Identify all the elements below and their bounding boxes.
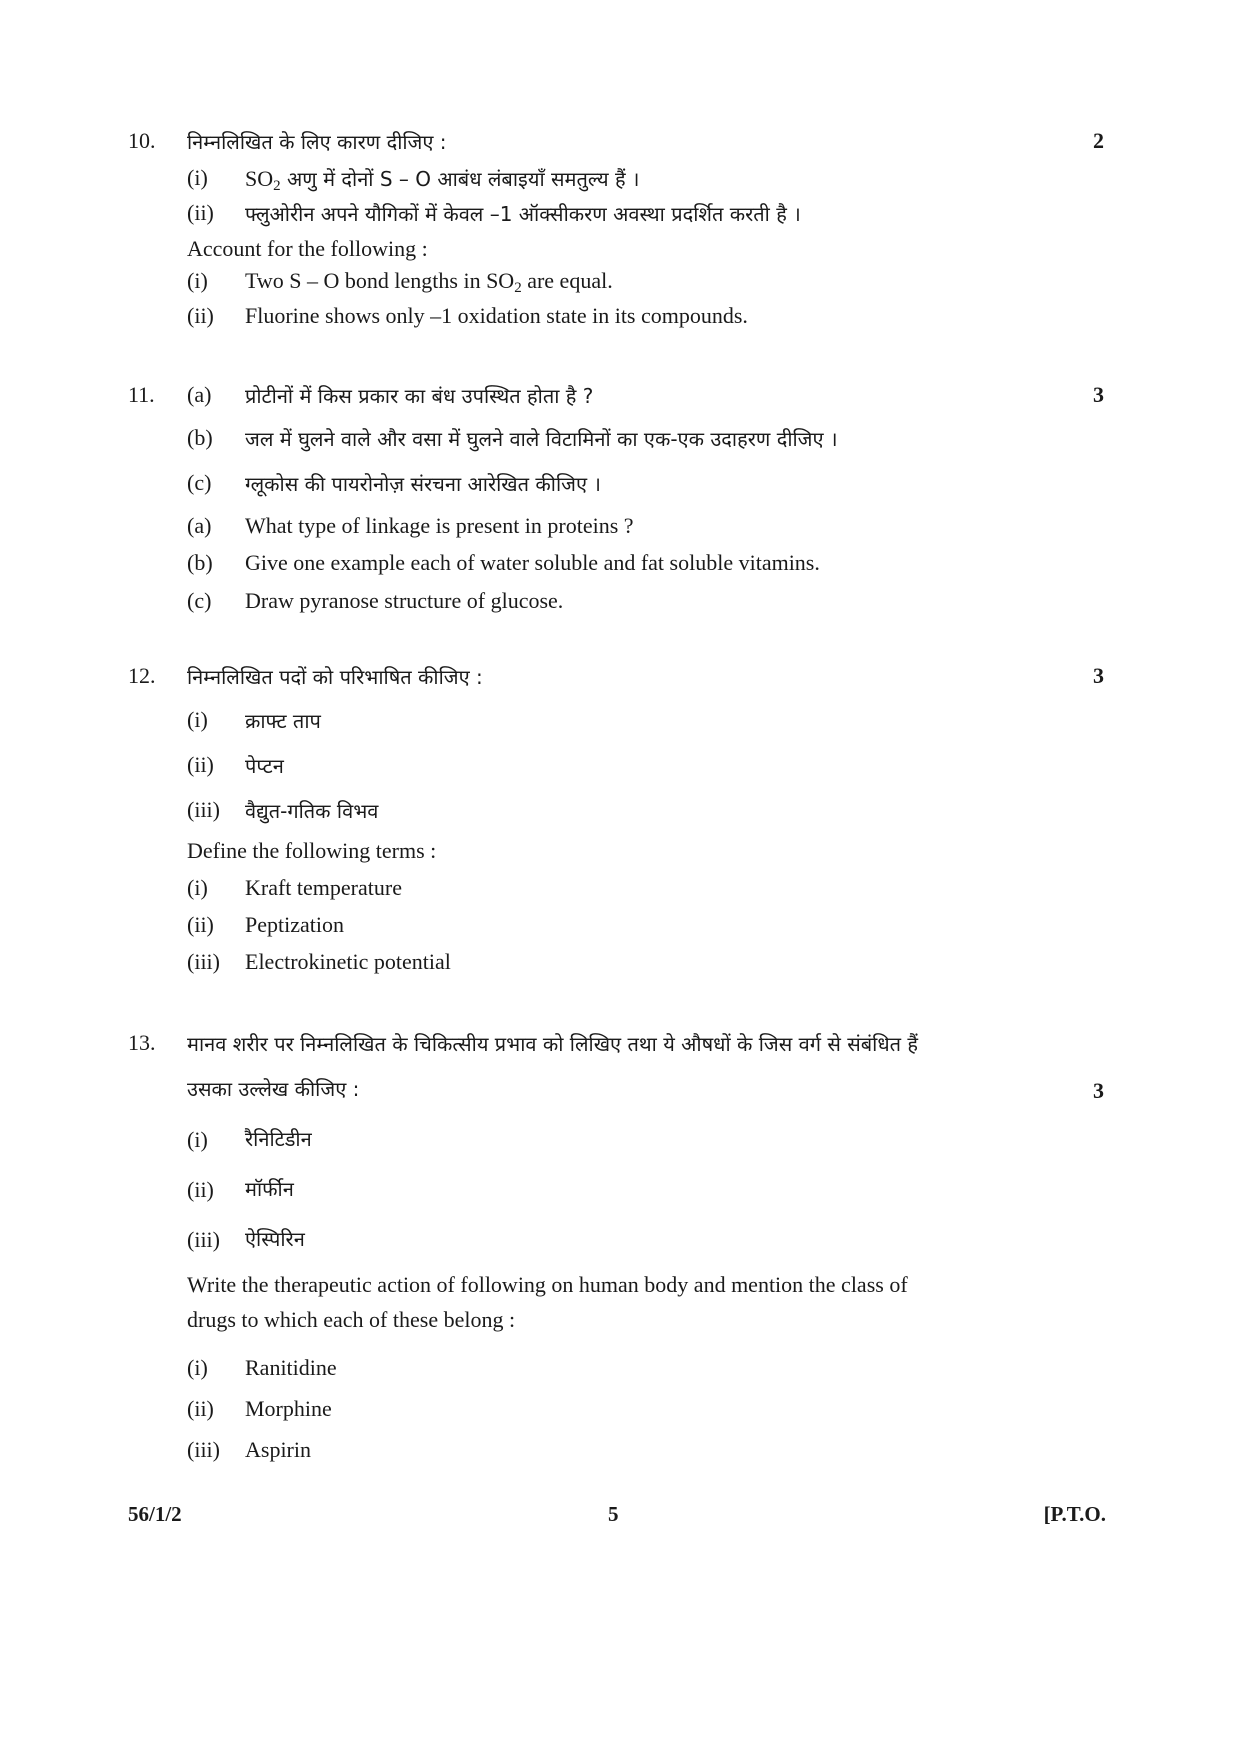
q13-hi-item-ii-label: (ii): [187, 1177, 214, 1202]
question-13-english-intro-line1: Write the therapeutic action of following on human body and mention the class of: [187, 1272, 908, 1297]
q12-en-item-ii: Peptization: [245, 912, 344, 937]
q12-hi-item-i: क्राफ्ट ताप: [245, 709, 321, 733]
question-12-marks: 3: [1093, 663, 1104, 688]
question-11-marks: 3: [1093, 382, 1104, 407]
q10-en-item-ii-label: (ii): [187, 303, 214, 328]
q11-hi-item-c: ग्लूकोस की पायरोनोज़ संरचना आरेखित कीजिए ।: [245, 472, 601, 496]
q12-hi-item-ii-label: (ii): [187, 752, 214, 777]
question-13-english-intro-line2: drugs to which each of these belong :: [187, 1307, 516, 1332]
question-13-marks: 3: [1093, 1078, 1104, 1103]
q13-en-item-i: Ranitidine: [245, 1355, 337, 1380]
q11-hi-item-b-label: (b): [187, 425, 213, 450]
q11-en-item-a-label: (a): [187, 513, 212, 538]
q10-hi-item-ii-label: (ii): [187, 200, 214, 225]
question-13-number: 13.: [128, 1030, 156, 1055]
q12-en-item-iii: Electrokinetic potential: [245, 949, 451, 974]
q12-en-item-i: Kraft temperature: [245, 875, 402, 900]
question-11-number: 11.: [128, 382, 155, 407]
question-10-number: 10.: [128, 128, 156, 153]
q12-en-item-i-label: (i): [187, 875, 208, 900]
q12-en-item-iii-label: (iii): [187, 949, 220, 974]
q11-en-item-b: Give one example each of water soluble and fat soluble vitamins.: [245, 550, 820, 575]
q11-hi-item-b: जल में घुलने वाले और वसा में घुलने वाले विटामिनों का एक-एक उदाहरण दीजिए ।: [245, 427, 838, 451]
q11-en-item-b-label: (b): [187, 550, 213, 575]
q10-hi-item-i-label: (i): [187, 165, 208, 190]
q11-hi-item-a: प्रोटीनों में किस प्रकार का बंध उपस्थित होता है ?: [245, 384, 594, 408]
q11-hi-item-c-label: (c): [187, 470, 212, 495]
q13-en-item-iii: Aspirin: [245, 1437, 311, 1462]
q12-hi-item-iii: वैद्युत-गतिक विभव: [245, 799, 379, 823]
question-12-hindi-intro: निम्नलिखित पदों को परिभाषित कीजिए :: [187, 665, 483, 689]
page-number: 5: [608, 1502, 619, 1526]
q13-hi-item-i: रैनिटिडीन: [245, 1127, 312, 1151]
q11-en-item-c-label: (c): [187, 588, 212, 613]
q12-hi-item-ii: पेप्टन: [245, 754, 284, 778]
q13-hi-item-iii-label: (iii): [187, 1227, 220, 1252]
q11-en-item-c: Draw pyranose structure of glucose.: [245, 588, 564, 613]
q11-hi-item-a-label: (a): [187, 382, 212, 407]
q13-hi-item-iii: ऐस्पिरिन: [245, 1227, 305, 1251]
question-10-hindi-intro: निम्नलिखित के लिए कारण दीजिए :: [187, 130, 447, 154]
q13-en-item-ii: Morphine: [245, 1396, 332, 1421]
q10-en-item-ii: Fluorine shows only –1 oxidation state in its compounds.: [245, 303, 748, 328]
q12-hi-item-i-label: (i): [187, 707, 208, 732]
q12-en-item-ii-label: (ii): [187, 912, 214, 937]
q13-en-item-i-label: (i): [187, 1355, 208, 1380]
q13-hi-item-i-label: (i): [187, 1127, 208, 1152]
question-12-number: 12.: [128, 663, 156, 688]
question-12-english-intro: Define the following terms :: [187, 838, 437, 863]
question-13-hindi-intro-line2: उसका उल्लेख कीजिए :: [187, 1077, 360, 1101]
question-10-english-intro: Account for the following :: [187, 236, 428, 261]
q12-hi-item-iii-label: (iii): [187, 797, 220, 822]
q13-en-item-ii-label: (ii): [187, 1396, 214, 1421]
q13-hi-item-ii: मॉर्फीन: [245, 1177, 294, 1201]
q10-en-item-i-label: (i): [187, 268, 208, 293]
question-13-hindi-intro-line1: मानव शरीर पर निम्नलिखित के चिकित्सीय प्रभाव को लिखिए तथा ये औषधों के जिस वर्ग से संबंधित हैं: [187, 1032, 919, 1056]
q11-en-item-a: What type of linkage is present in proteins ?: [245, 513, 634, 538]
q10-hi-item-i: $SO_2$ अणु में दोनों S – O आबंध लंबाइयाँ समतुल्य हैं ।: [245, 166, 640, 194]
q10-en-item-i: Two S – O bond lengths in $SO_2$ are equal.: [245, 268, 613, 296]
paper-code: 56/1/2: [128, 1502, 182, 1526]
q10-hi-item-ii: फ्लुओरीन अपने यौगिकों में केवल –1 ऑक्सीकरण अवस्था प्रदर्शित करती है ।: [245, 202, 801, 226]
question-10-marks: 2: [1093, 128, 1104, 153]
q13-en-item-iii-label: (iii): [187, 1437, 220, 1462]
pto-marker: [P.T.O.: [1043, 1502, 1106, 1526]
